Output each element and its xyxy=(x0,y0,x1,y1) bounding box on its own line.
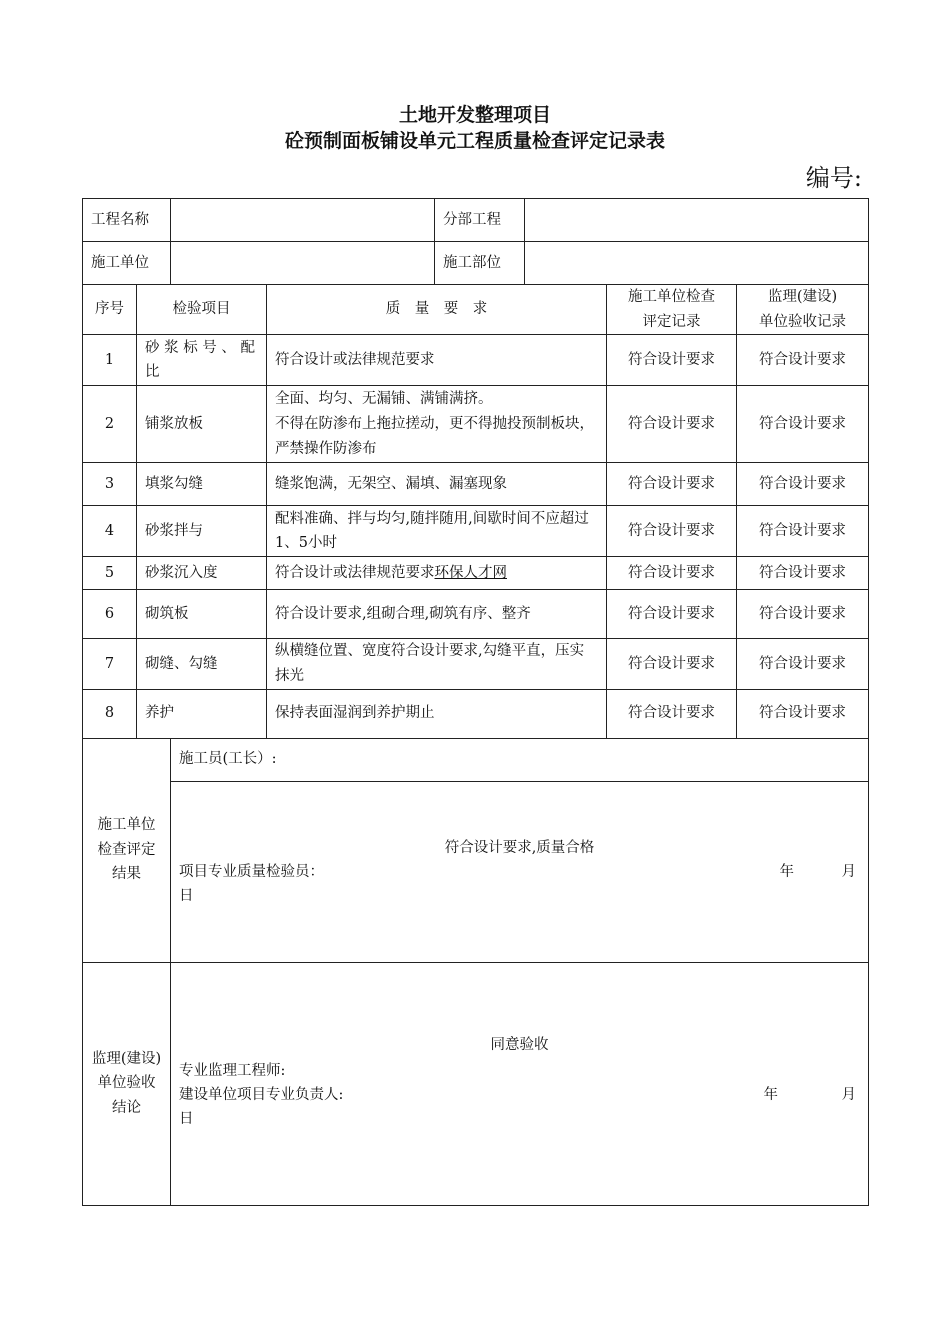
document-title: 土地开发整理项目 xyxy=(398,104,551,126)
contractor-check-result: 符合设计要求 xyxy=(607,590,737,639)
supervisor-accept-result: 符合设计要求 xyxy=(737,463,869,506)
sub-project-label: 分部工程 xyxy=(435,199,525,242)
inspection-item: 铺浆放板 xyxy=(137,386,267,463)
project-name-label: 工程名称 xyxy=(83,199,171,242)
supervisor-accept-result: 符合设计要求 xyxy=(737,335,869,386)
table-row xyxy=(83,463,869,506)
quality-inspector-label: 项目专业质量检验员： xyxy=(179,863,324,880)
supervisor-result-label-line1: 监理(建设) xyxy=(91,1050,162,1067)
date-month: 月 xyxy=(841,863,857,880)
table-row xyxy=(83,639,869,689)
contractor-check-result: 符合设计要求 xyxy=(607,463,737,506)
quality-requirement: 缝浆饱满，无架空、漏填、漏塞现象 xyxy=(267,463,607,506)
table-row xyxy=(83,557,869,590)
table-row xyxy=(83,590,869,639)
column-header-item: 检验项目 xyxy=(137,285,267,335)
supervisor-accept-result: 符合设计要求 xyxy=(737,506,869,557)
quality-requirement-link[interactable]: 环保人才网 xyxy=(434,564,507,581)
table-row xyxy=(83,335,869,386)
quality-requirement: 符合设计或法律规范要求 xyxy=(267,335,607,386)
supervisor-accept-result: 符合设计要求 xyxy=(737,557,869,590)
supervisor-result-label-line2: 单位验收结论 xyxy=(97,1075,156,1116)
quality-requirement-text: 符合设计或法律规范要求 xyxy=(275,564,435,581)
owner-representative-label: 建设单位项目专业负责人: xyxy=(179,1086,344,1103)
supervising-engineer-label: 专业监理工程师: xyxy=(179,1062,286,1079)
inspection-item: 砂浆标号、配比 xyxy=(137,335,267,386)
contractor-check-result: 符合设计要求 xyxy=(607,335,737,386)
column-header-contractor-check-line1: 施工单位检查 xyxy=(628,289,715,305)
inspection-form xyxy=(82,198,869,1206)
quality-requirement: 保持表面湿润到养护期止 xyxy=(267,689,607,738)
column-header-contractor-check xyxy=(607,285,737,335)
contractor-check-result: 符合设计要求 xyxy=(607,386,737,463)
inspection-item: 砂浆沉入度 xyxy=(137,557,267,590)
supervisor-accept-result: 符合设计要求 xyxy=(737,639,869,689)
inspection-item: 砌筑板 xyxy=(137,590,267,639)
inspection-item: 填浆勾缝 xyxy=(137,463,267,506)
sub-project-field[interactable] xyxy=(525,199,869,242)
supervisor-result-box[interactable] xyxy=(171,962,869,1205)
column-header-contractor-check-line2: 评定记录 xyxy=(642,313,701,330)
inspection-item: 砌缝、勾缝 xyxy=(137,639,267,689)
column-header-supervisor xyxy=(737,285,869,335)
supervisor-accept-result: 符合设计要求 xyxy=(737,590,869,639)
document-subtitle: 砼预制面板铺设单元工程质量检查评定记录表 xyxy=(284,130,665,152)
column-header-requirement: 质 量 要 求 xyxy=(267,285,607,335)
table-row xyxy=(83,689,869,738)
contractor-label: 施工单位 xyxy=(83,242,171,285)
foreman-field[interactable]: 施工员(工长）: xyxy=(171,738,869,781)
project-name-field[interactable] xyxy=(171,199,435,242)
quality-requirement xyxy=(267,557,607,590)
contractor-result-box[interactable] xyxy=(171,781,869,962)
row-number: 1 xyxy=(83,335,137,386)
contractor-result-label-line1: 施工单位 xyxy=(97,817,156,834)
supervisor-conclusion: 同意验收 xyxy=(490,1036,549,1053)
contractor-check-result: 符合设计要求 xyxy=(607,506,737,557)
supervisor-result-label xyxy=(83,962,171,1205)
table-row xyxy=(83,506,869,557)
inspection-item: 砂浆拌与 xyxy=(137,506,267,557)
quality-requirement: 全面、均匀、无漏铺、满铺满挤。 不得在防渗布上拖拉搓动，更不得抛投预制板块，严禁操作防渗布 xyxy=(267,386,607,463)
row-number: 3 xyxy=(83,463,137,506)
quality-requirement: 符合设计要求,组砌合理,砌筑有序、整齐 xyxy=(267,590,607,639)
date-year: 年 xyxy=(779,863,795,880)
date-day: 日 xyxy=(179,1110,194,1127)
column-header-supervisor-line2: 单位验收记录 xyxy=(759,313,847,330)
contractor-result-label-line2: 检查评定结果 xyxy=(97,841,156,883)
quality-requirement: 配料准确、拌与均匀,随拌随用,间歇时间不应超过1、5小时 xyxy=(267,506,607,557)
quality-requirement: 纵横缝位置、宽度符合设计要求,勾缝平直，压实抹光 xyxy=(267,639,607,689)
date-day: 日 xyxy=(179,887,194,904)
contractor-check-result: 符合设计要求 xyxy=(607,557,737,590)
row-number: 4 xyxy=(83,506,137,557)
table-row xyxy=(83,386,869,463)
supervisor-accept-result: 符合设计要求 xyxy=(737,689,869,738)
supervisor-accept-result: 符合设计要求 xyxy=(737,386,869,463)
column-header-no: 序号 xyxy=(83,285,137,335)
date-month: 月 xyxy=(841,1086,857,1103)
row-number: 6 xyxy=(83,590,137,639)
construction-part-label: 施工部位 xyxy=(435,242,525,285)
row-number: 7 xyxy=(83,639,137,689)
contractor-check-result: 符合设计要求 xyxy=(607,689,737,738)
date-year: 年 xyxy=(763,1086,779,1103)
construction-part-field[interactable] xyxy=(525,242,869,285)
contractor-field[interactable] xyxy=(171,242,435,285)
inspection-item: 养护 xyxy=(137,689,267,738)
row-number: 5 xyxy=(83,557,137,590)
contractor-conclusion: 符合设计要求,质量合格 xyxy=(444,839,595,856)
row-number: 2 xyxy=(83,386,137,463)
contractor-check-result: 符合设计要求 xyxy=(607,639,737,689)
row-number: 8 xyxy=(83,689,137,738)
contractor-result-label xyxy=(83,738,171,962)
serial-number-label: 编号: xyxy=(805,164,862,192)
column-header-supervisor-line1: 监理(建设) xyxy=(767,289,838,305)
